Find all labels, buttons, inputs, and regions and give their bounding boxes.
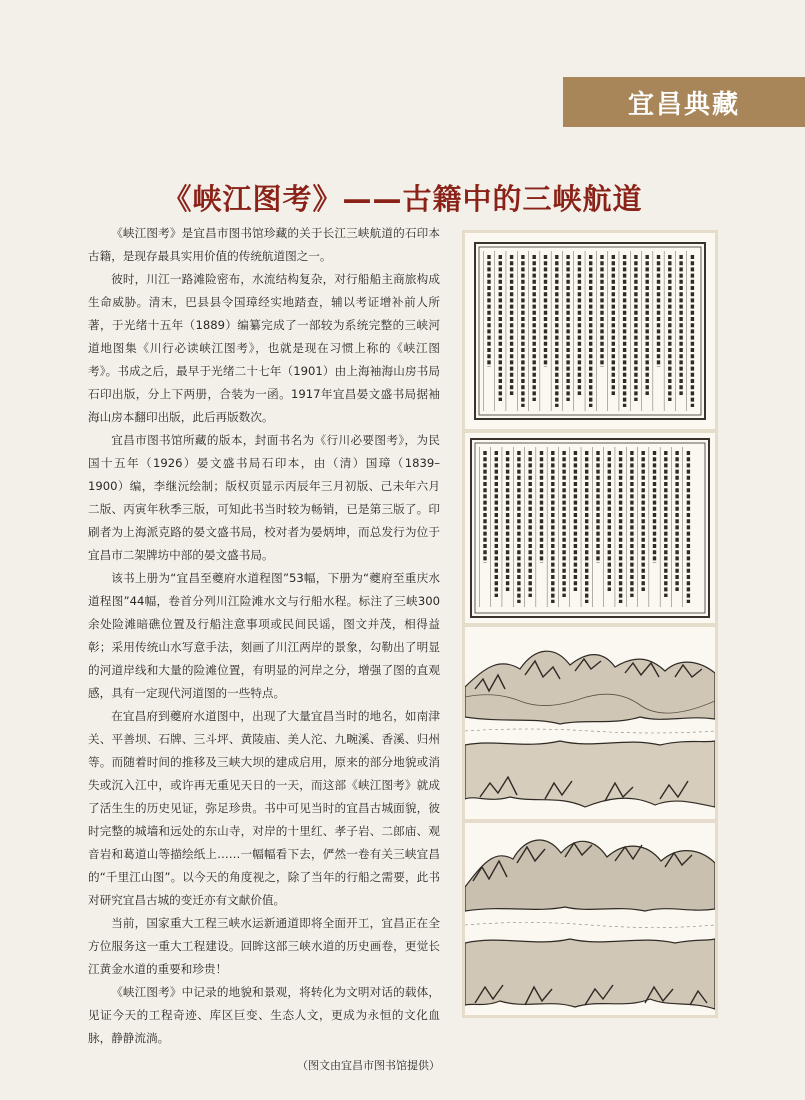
book-plates-column (462, 230, 718, 1018)
river-map-landscape-2 (465, 823, 715, 1015)
section-badge: 宜昌典藏 (563, 77, 805, 127)
landscape-image-1 (465, 627, 715, 819)
paragraph-2: 彼时，川江一路滩险密布，水流结构复杂，对行船船主商旅构成生命威胁。清末，巴县县令国璋经实地踏查，辅以考证增补前人所著，于光绪十五年（1889）编纂完成了一部较为系统完整的三峡河道地图集《川行必读峡江图考》，也就是现在习惯上称的《峡江图考》。书成之后，最早于光绪二十七年（1901）由上海袖海山房书局石印出版，分上下两册，合装为一函。1917年宜昌晏文盛书局据袖海山房本翻印出版，此后再版数次。 (88, 272, 440, 424)
paragraph-3: 宜昌市图书馆所藏的版本，封面书名为《行川必要图考》，为民国十五年（1926）晏文盛书局石印本，由（清）国璋（1839–1900）编，李继沅绘制；版权页显示丙辰年三月初版、己未年六月二版、丙寅年秋季三版，可知此书当时较为畅销，已是第三版了。印刷者为上海派克路的晏文盛书局，校对者为晏炳坤，而总发行为位于宜昌市二架牌坊中部的晏文盛书局。 (88, 433, 440, 562)
book-text-page-1 (465, 233, 715, 429)
page-title: 《峡江图考》——古籍中的三峡航道 (162, 182, 643, 217)
landscape-image-2 (465, 823, 715, 1015)
article-body (88, 222, 440, 1077)
paragraph-7: 《峡江图考》中记录的地貌和景观，将转化为文明对话的载体，见证今天的工程奇迹、库区巨变、生态人文，更成为永恒的文化血脉，静静流淌。 (88, 985, 440, 1045)
paragraph-4: 该书上册为“宜昌至夔府水道程图”53幅，下册为“夔府至重庆水道程图”44幅，卷首分列川江险滩水文与行船水程。标注了三峡300余处险滩暗礁位置及行船注意事项或民间民谣，图文并茂，相得益彰；采用传统山水写意手法，刻画了川江两岸的景象，勾勒出了明显的河道岸线和大量的险滩位置，有明显的河岸之分，增强了图的直观感，具有一定现代河道图的一些特点。 (88, 571, 440, 700)
text-page-image-2 (465, 433, 715, 623)
text-page-image-1 (465, 233, 715, 429)
river-map-landscape-1 (465, 627, 715, 819)
paragraph-1: 《峡江图考》是宜昌市图书馆珍藏的关于长江三峡航道的石印本古籍，是现存最具实用价值的传统航道图之一。 (88, 226, 440, 263)
paragraph-5: 在宜昌府到夔府水道图中，出现了大量宜昌当时的地名，如南津关、平善坝、石牌、三斗坪、黄陵庙、美人沱、九畹溪、香溪、归州等。而随着时间的推移及三峡大坝的建成启用，原来的部分地貌或消失或沉入江中，或许再无重见天日的一天，而这部《峡江图考》就成了活生生的历史见证，弥足珍贵。书中可见当时的宜昌古城面貌，彼时完整的城墙和远处的东山寺，对岸的十里红、孝子岩、二郎庙、观音岩和葛道山等描绘纸上……一幅幅看下去，俨然一卷有关三峡宜昌的“千里江山图”。以今天的角度视之，除了当年的行船之需要，此书对研究宜昌古城的变迁亦有文献价值。 (88, 709, 440, 907)
image-credit: （图文由宜昌市图书馆提供） (297, 1059, 440, 1072)
paragraph-6: 当前，国家重大工程三峡水运新通道即将全面开工，宜昌正在全方位服务这一重大工程建设。回眸这部三峡水道的历史画卷，更觉长江黄金水道的重要和珍贵！ (88, 916, 440, 976)
book-text-page-2 (465, 433, 715, 623)
